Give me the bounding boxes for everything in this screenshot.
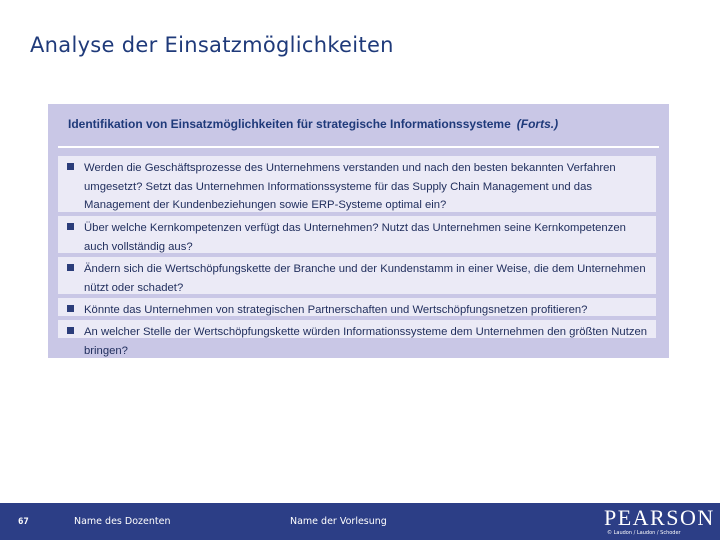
page-title: Analyse der Einsatzmöglichkeiten [30, 33, 394, 57]
square-bullet-icon [67, 264, 74, 271]
square-bullet-icon [67, 327, 74, 334]
footer-bar [0, 503, 720, 540]
box-heading-suffix: (Forts.) [516, 117, 559, 131]
box-heading-text: Identifikation von Einsatzmöglichkeiten für strategische Informationssysteme [68, 117, 511, 131]
page-number: 67 [18, 517, 29, 527]
list-item [58, 216, 656, 253]
list-item-text: Über welche Kernkompetenzen verfügt das Unternehmen? Nutzt das Unternehmen seine Kernkompetenzen auch vollständig aus? [84, 222, 626, 253]
list-item-text: Werden die Geschäftsprozesse des Unternehmens verstanden und nach den besten bekannten Verfahren umgesetzt? Setzt das Unternehmen Informationssysteme für das Supply Chain Management und das Management der Kundenbeziehungen sowie ERP-Systeme optimal ein? [84, 162, 616, 211]
list-item [58, 320, 656, 357]
course-name: Name der Vorlesung [290, 516, 387, 527]
list-item-text: Könnte das Unternehmen von strategischen Partnerschaften und Wertschöpfungsnetzen profitieren? [84, 304, 588, 316]
list-item-text: Ändern sich die Wertschöpfungskette der Branche und der Kundenstamm in einer Weise, die dem Unternehmen nützt oder schadet? [84, 263, 646, 294]
list-item [58, 257, 656, 294]
lecturer-name: Name des Dozenten [74, 516, 171, 527]
info-box [48, 104, 669, 358]
square-bullet-icon [67, 305, 74, 312]
divider [58, 146, 659, 148]
list-item [58, 298, 656, 316]
list-item [58, 156, 656, 212]
pearson-logo: PEARSON [604, 505, 715, 530]
square-bullet-icon [67, 163, 74, 170]
square-bullet-icon [67, 223, 74, 230]
box-heading [68, 117, 558, 131]
list-item-text: An welcher Stelle der Wertschöpfungskette würden Informationssysteme dem Unternehmen den größten Nutzen bringen? [84, 326, 648, 357]
copyright-text: © Laudon / Laudon / Schoder [607, 530, 681, 536]
